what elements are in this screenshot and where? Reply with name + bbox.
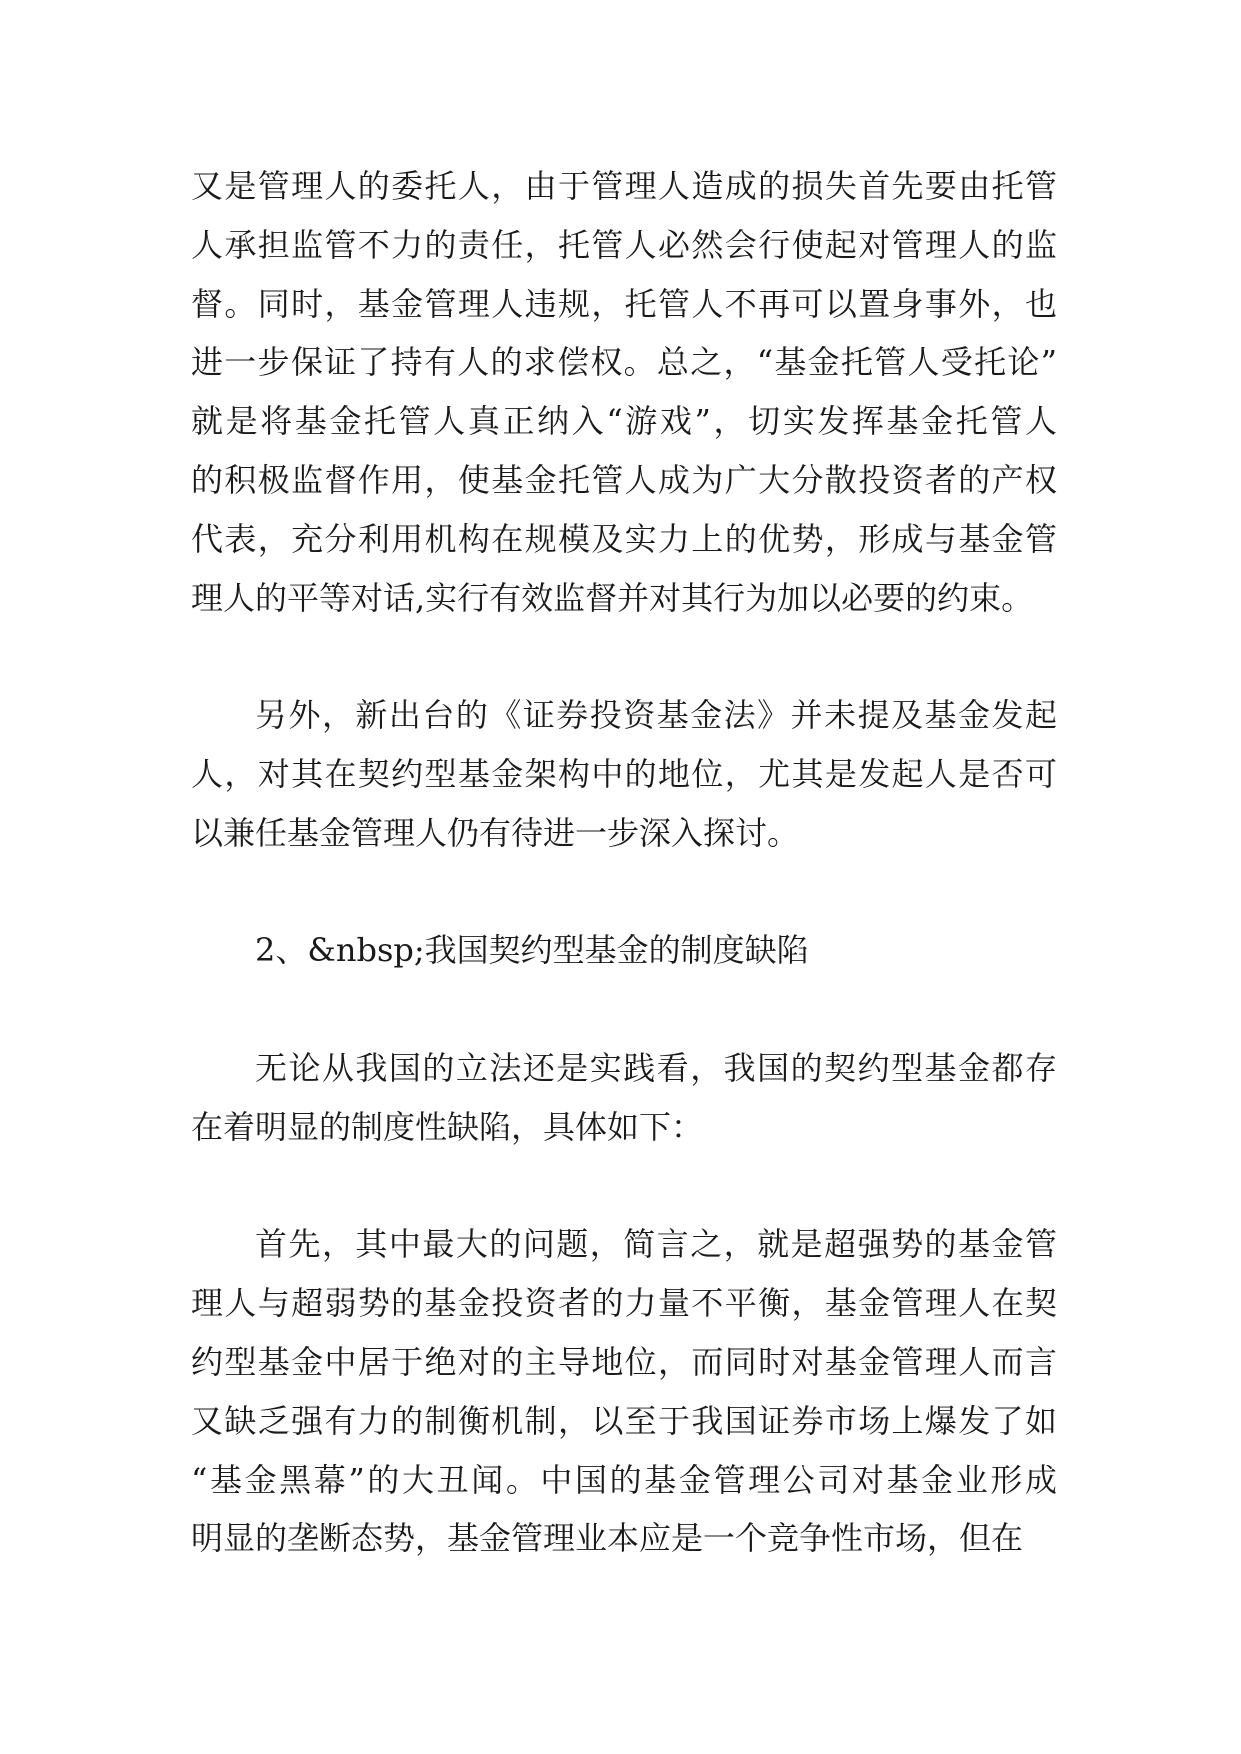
text-line: 又缺乏强有力的制衡机制，以至于我国证券市场上爆发了如 (191, 1401, 1057, 1440)
text-line: 进一步保证了持有人的求偿权。总之，“基金托管人受托论” (191, 343, 1057, 382)
text-line: 首先，其中最大的问题，简言之，就是超强势的基金管 (255, 1225, 1057, 1264)
text-line: 人，对其在契约型基金架构中的地位，尤其是发起人是否可 (191, 754, 1057, 793)
text-line: 理人的平等对话,实行有效监督并对其行为加以必要的约束。 (191, 578, 1034, 617)
text-line: 代表，充分利用机构在规模及实力上的优势，形成与基金管 (191, 519, 1057, 558)
text-line: 又是管理人的委托人，由于管理人造成的损失首先要由托管 (191, 167, 1057, 205)
text-line: 人承担监管不力的责任，托管人必然会行使起对管理人的监 (191, 225, 1057, 264)
body-paragraph (191, 1039, 1057, 1157)
text-line: 无论从我国的立法还是实践看，我国的契约型基金都存 (255, 1048, 1057, 1087)
text-line: 约型基金中居于绝对的主导地位，而同时对基金管理人而言 (191, 1342, 1057, 1381)
text-line: 另外，新出台的《证券投资基金法》并未提及基金发起 (255, 696, 1057, 735)
body-paragraph (191, 157, 1057, 627)
text-line: 明显的垄断态势，基金管理业本应是一个竞争性市场，但在 (191, 1519, 1024, 1558)
text-line: 就是将基金托管人真正纳入“游戏”，切实发挥基金托管人 (191, 402, 1057, 441)
text-line: “基金黑幕”的大丑闻。中国的基金管理公司对基金业形成 (191, 1460, 1057, 1499)
body-paragraph (191, 1215, 1057, 1568)
text-line: 理人与超弱势的基金投资者的力量不平衡，基金管理人在契 (191, 1284, 1057, 1323)
text-line: 2、&nbsp;我国契约型基金的制度缺陷 (255, 931, 809, 970)
section-heading (191, 921, 1057, 980)
body-paragraph (191, 686, 1057, 862)
text-line: 以兼任基金管理人仍有待进一步深入探讨。 (191, 813, 800, 852)
text-line: 的积极监督作用，使基金托管人成为广大分散投资者的产权 (191, 460, 1057, 499)
text-line: 在着明显的制度性缺陷，具体如下： (191, 1107, 704, 1146)
document-body (191, 157, 1057, 1627)
text-line: 督。同时，基金管理人违规，托管人不再可以置身事外，也 (191, 284, 1057, 323)
